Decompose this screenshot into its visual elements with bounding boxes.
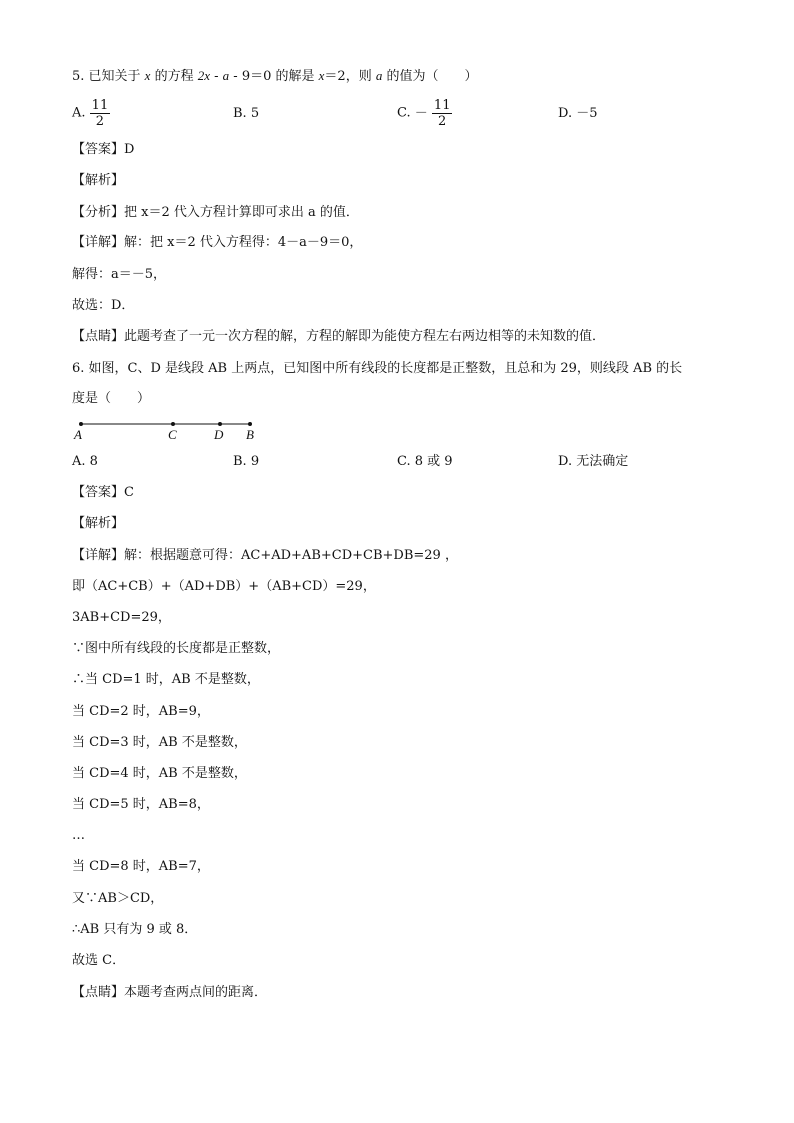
- q6-stem-line-1: 6. 如图，C、D 是线段 AB 上两点，已知图中所有线段的长度都是正整数，且总和为 29，则线段 AB 的长: [72, 361, 683, 376]
- q5-stem-text-b: 的方程: [150, 69, 198, 84]
- q5-solution-step-3: 故选：D．: [72, 298, 135, 313]
- q5-option-c-numerator: 11: [433, 98, 451, 113]
- q5-eq-minus: -: [210, 69, 223, 84]
- q5-eq-rest: - 9＝0: [229, 69, 272, 84]
- q6-option-c: C. 8 或 9: [397, 454, 453, 469]
- q5-stem-text-d: ，则: [345, 69, 376, 84]
- q5-eq-2x: 2x: [197, 68, 210, 83]
- q5-solution-step-2: 解得：a＝－5，: [72, 267, 167, 282]
- q5-option-d: D. －5: [558, 106, 598, 121]
- q5-option-c-sign: －: [414, 105, 428, 121]
- q5-option-c-label: C.: [397, 105, 411, 121]
- q5-answer: 【答案】D: [72, 142, 135, 157]
- q6-solution-step: 当 CD=5 时，AB=8，: [72, 797, 210, 812]
- q6-segment-figure: [70, 418, 290, 444]
- point-b-label: B: [246, 427, 254, 442]
- q5-analysis-title: 【解析】: [72, 173, 125, 188]
- q5-eq-a: a: [222, 68, 230, 83]
- q6-option-d: D. 无法确定: [558, 454, 629, 469]
- q5-option-a-denominator: 2: [95, 114, 105, 129]
- q5-var-a: a: [375, 68, 383, 83]
- q5-stem-text-a: 5. 已知关于: [72, 69, 145, 84]
- q5-option-a-label: A.: [72, 105, 86, 121]
- q5-option-a-fraction: [90, 98, 111, 129]
- q6-solution-step: 当 CD=2 时，AB=9，: [72, 704, 210, 719]
- q6-stem-line-2: 度是（ ）: [72, 391, 151, 406]
- q5-var-x: x: [144, 68, 151, 83]
- point-d-dot: [218, 422, 222, 426]
- q5-comment: 【点睛】此题考查了一元一次方程的解，方程的解即为能使方程左右两边相等的未知数的值．: [72, 329, 606, 344]
- q6-option-b: B. 9: [233, 454, 260, 469]
- point-a-label: A: [74, 427, 82, 442]
- q6-solution-step: 又∵AB＞CD，: [72, 891, 164, 906]
- q5-stem: [72, 67, 477, 86]
- q6-solution-step: 当 CD=3 时，AB 不是整数，: [72, 735, 247, 750]
- q5-option-c: [397, 98, 452, 129]
- point-d-label: D: [214, 427, 224, 442]
- point-c-label: C: [168, 427, 177, 442]
- q5-stem-text-e: 的值为（ ）: [382, 69, 478, 84]
- q5-solution-step-1: 【详解】解：把 x＝2 代入方程得：4－a－9＝0，: [72, 235, 363, 250]
- q5-analysis: 【分析】把 x＝2 代入方程计算即可求出 a 的值．: [72, 205, 359, 220]
- q5-eq-x: x: [318, 68, 325, 83]
- q6-solution-step: ∵图中所有线段的长度都是正整数，: [72, 641, 281, 656]
- q6-solution-step: …: [72, 828, 85, 843]
- q5-stem-text-c: 的解是: [271, 69, 319, 84]
- point-b-dot: [248, 422, 252, 426]
- q6-solution-step: ∴当 CD=1 时，AB 不是整数，: [72, 672, 260, 687]
- q5-option-c-fraction: [432, 98, 453, 129]
- point-c-dot: [171, 422, 175, 426]
- q6-solution-step: 当 CD=8 时，AB=7，: [72, 859, 210, 874]
- q5-option-c-denominator: 2: [438, 114, 447, 129]
- q6-solution-step: 即（AC+CB）+（AD+DB）+（AB+CD）=29，: [72, 579, 376, 594]
- q6-comment: 【点睛】本题考查两点间的距离．: [72, 985, 268, 1000]
- q6-solution-step: 当 CD=4 时，AB 不是整数，: [72, 766, 247, 781]
- point-a-dot: [79, 422, 83, 426]
- q6-option-a: A. 8: [72, 454, 98, 469]
- q5-option-a: [72, 98, 110, 129]
- q6-analysis-title: 【解析】: [72, 516, 125, 531]
- q6-solution-step: 【详解】解：根据题意可得：AC+AD+AB+CD+CB+DB=29 ，: [72, 548, 458, 563]
- q6-solution-step: 3AB+CD=29，: [72, 610, 171, 625]
- q6-solution-step: 故选 C．: [72, 953, 126, 968]
- q5-option-a-numerator: 11: [91, 98, 109, 113]
- q6-answer: 【答案】C: [72, 485, 134, 500]
- q6-solution-step: ∴AB 只有为 9 或 8．: [72, 922, 198, 937]
- q5-option-b: B. 5: [233, 106, 260, 121]
- q5-eq-x-rest: ＝2: [324, 69, 346, 84]
